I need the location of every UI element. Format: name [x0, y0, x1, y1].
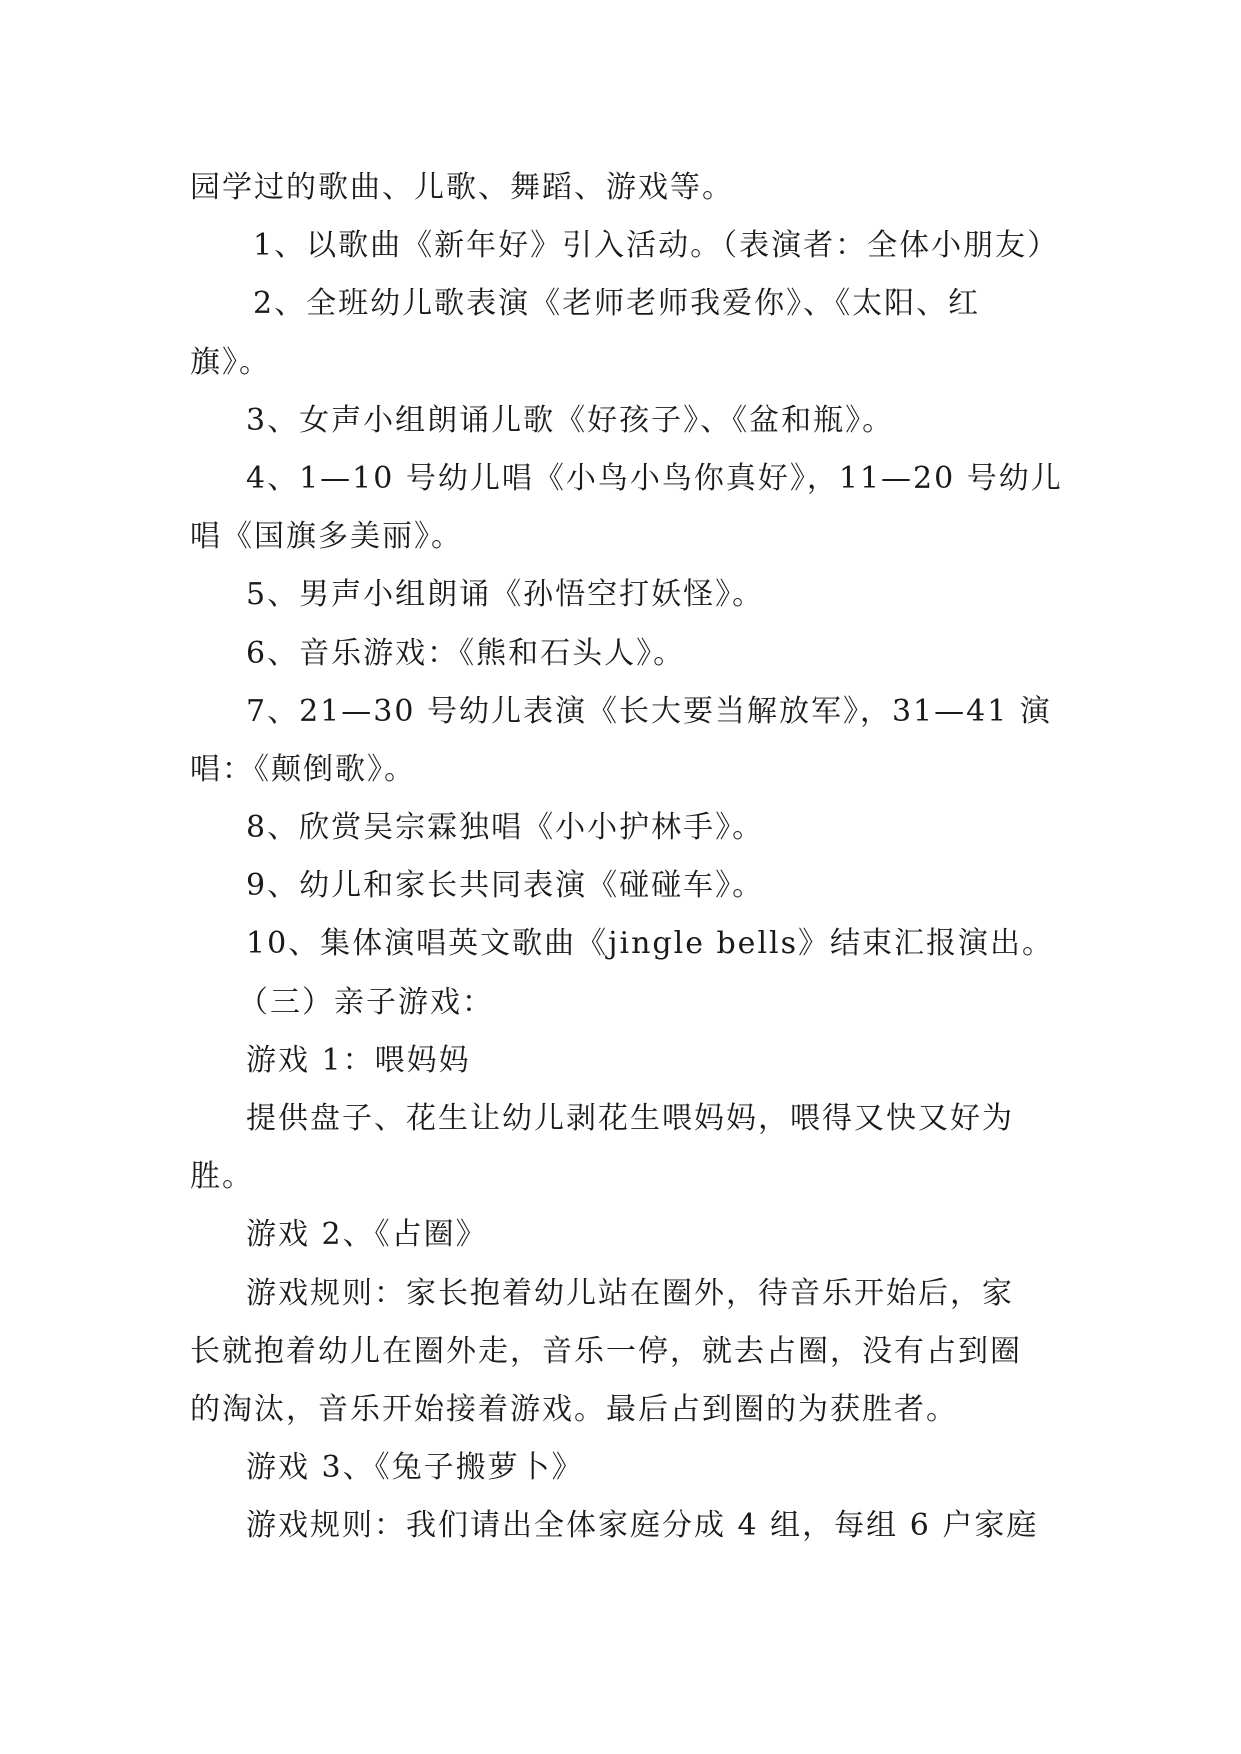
text-line: 的淘汰，音乐开始接着游戏。最后占到圈的为获胜者。: [190, 1391, 958, 1427]
game-title-2: 游戏 2、《占圈》: [246, 1217, 488, 1253]
game-rules-3: 游戏规则：我们请出全体家庭分成 4 组，每组 6 户家庭: [246, 1508, 1039, 1544]
text-line: 唱《国旗多美丽》。: [190, 519, 463, 555]
text-line: 旗》。: [190, 344, 271, 380]
game-title-3: 游戏 3、《兔子搬萝卜》: [246, 1450, 584, 1486]
text-line: 长就抱着幼儿在圈外走，音乐一停，就去占圈，没有占到圈: [190, 1333, 1022, 1369]
program-item-3: 3、女声小组朗诵儿歌《好孩子》、《盆和瓶》。: [246, 402, 895, 438]
program-item-10: 10、集体演唱英文歌曲《jingle bells》结束汇报演出。: [246, 926, 1055, 962]
program-item-6: 6、音乐游戏：《熊和石头人》。: [246, 635, 686, 671]
program-item-1: 1、以歌曲《新年好》引入活动。（表演者：全体小朋友）: [253, 228, 1060, 264]
program-item-9: 9、幼儿和家长共同表演《碰碰车》。: [246, 868, 765, 904]
game-title-1: 游戏 1：喂妈妈: [246, 1042, 471, 1078]
section-heading: （三）亲子游戏：: [238, 984, 494, 1020]
text-line: 胜。: [190, 1159, 254, 1195]
program-item-2: 2、全班幼儿歌表演《老师老师我爱你》、《太阳、红: [253, 286, 981, 322]
document-body: [190, 159, 1063, 1556]
program-item-5: 5、男声小组朗诵《孙悟空打妖怪》。: [246, 577, 765, 613]
game-description-1: 提供盘子、花生让幼儿剥花生喂妈妈，喂得又快又好为: [246, 1101, 1014, 1136]
program-item-8: 8、欣赏吴宗霖独唱《小小护林手》。: [246, 810, 765, 846]
game-rules-2: 游戏规则：家长抱着幼儿站在圈外，待音乐开始后，家: [246, 1275, 1014, 1311]
program-item-7: 7、21—30 号幼儿表演《长大要当解放军》，31—41 演: [246, 693, 1052, 729]
program-item-4: 4、1—10 号幼儿唱《小鸟小鸟你真好》，11—20 号幼儿: [246, 460, 1063, 496]
text-line: 园学过的歌曲、儿歌、舞蹈、游戏等。: [190, 170, 734, 205]
text-line: 唱：《颠倒歌》。: [190, 751, 416, 787]
